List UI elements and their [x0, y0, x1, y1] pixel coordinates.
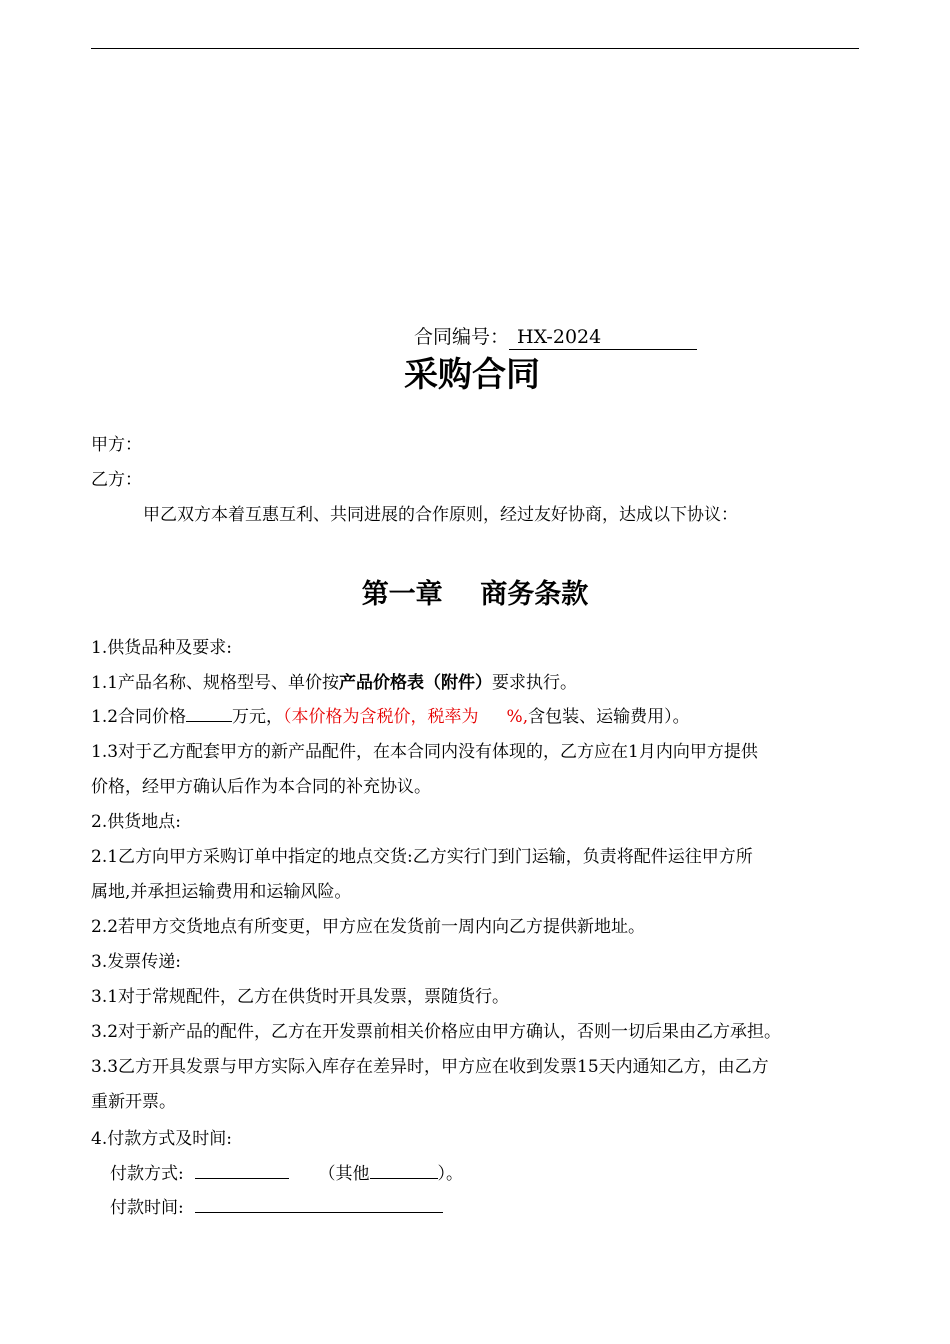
payment-method-line: [110, 1158, 463, 1189]
payment-time-blank[interactable]: [195, 1192, 443, 1213]
payment-other-close: ）。: [437, 1164, 464, 1184]
clause-3-3-line-1: 3.3乙方开具发票与甲方实际入库存在差异时，甲方应在收到发票15天内通知乙方，由乙方: [91, 1057, 769, 1077]
contract-number: [414, 323, 697, 351]
payment-method-blank[interactable]: [195, 1158, 289, 1179]
clause-3-2: 3.2对于新产品的配件，乙方在开发票前相关价格应由甲方确认，否则一切后果由乙方承担。: [91, 1022, 782, 1042]
header-rule: [91, 48, 859, 49]
clause-1-1-prefix: 1.1产品名称、规格型号、单价按: [91, 673, 340, 693]
clause-1-2-red-a: （本价格为含税价，税率为: [283, 707, 479, 727]
contract-number-value: HX-2024: [509, 325, 697, 350]
clause-1-1: [91, 666, 866, 700]
payment-time-label: 付款时间:: [110, 1198, 184, 1218]
clause-1-1-bold: 产品价格表（附件）: [339, 673, 493, 693]
clause-1-2-unit: 万元，: [232, 707, 284, 727]
section-3-heading: 3.发票传递:: [91, 952, 181, 972]
clause-3-1: 3.1对于常规配件，乙方在供货时开具发票，票随货行。: [91, 987, 510, 1007]
section-4-heading: 4.付款方式及时间:: [91, 1129, 232, 1149]
section-1-heading: 1.供货品种及要求:: [91, 638, 232, 658]
document-title: 采购合同: [404, 355, 540, 395]
clause-1-3-line-2: 价格，经甲方确认后作为本合同的补充协议。: [91, 777, 431, 797]
payment-method-label: 付款方式:: [110, 1164, 184, 1184]
clause-1-1-suffix: 要求执行。: [492, 673, 578, 693]
chapter-title: 第一章 商务条款: [361, 579, 589, 610]
party-b-label: 乙方：: [91, 470, 142, 490]
payment-other-blank[interactable]: [370, 1158, 438, 1179]
clause-2-1-line-1: 2.1乙方向甲方采购订单中指定的地点交货:乙方实行门到门运输，负责将配件运往甲方所: [91, 847, 753, 867]
section-2-heading: 2.供货地点:: [91, 812, 181, 832]
clause-2-1-line-2: 属地,并承担运输费用和运输风险。: [91, 882, 352, 902]
clause-1-2-prefix: 1.2合同价格: [91, 707, 187, 727]
contract-number-label: 合同编号：: [414, 326, 510, 348]
clause-1-3-line-1: 1.3对于乙方配套甲方的新产品配件，在本合同内没有体现的，乙方应在1月内向甲方提供: [91, 742, 758, 762]
payment-other-open: （其他: [318, 1164, 370, 1184]
party-a-label: 甲方：: [91, 435, 142, 455]
payment-time-line: [110, 1192, 443, 1223]
intro-paragraph: 甲乙双方本着互惠互利、共同进展的合作原则，经过友好协商，达成以下协议：: [143, 505, 738, 525]
clause-2-2: 2.2若甲方交货地点有所变更，甲方应在发货前一周内向乙方提供新地址。: [91, 917, 646, 937]
contract-price-blank[interactable]: [186, 701, 232, 722]
clause-1-2-suffix: 含包装、运输费用）。: [528, 707, 690, 727]
clause-1-2-red-b: %,: [506, 707, 529, 727]
clause-3-3-line-2: 重新开票。: [91, 1092, 176, 1112]
clause-1-2: [91, 700, 866, 734]
